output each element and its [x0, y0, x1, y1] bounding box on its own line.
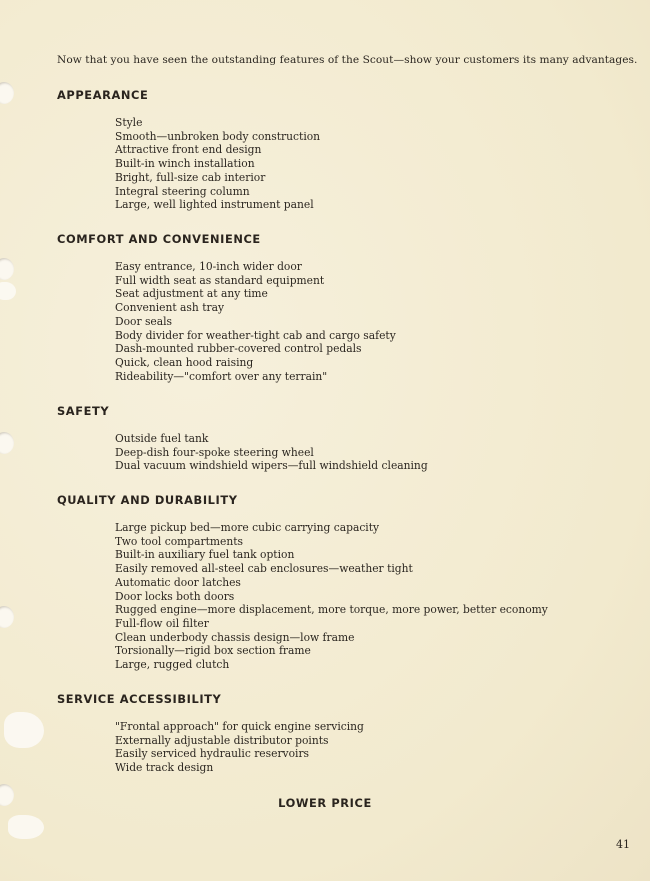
list-item: Large, rugged clutch: [115, 658, 230, 672]
list-item: Seat adjustment at any time: [115, 287, 268, 301]
binder-hole: [0, 82, 14, 104]
list-item: Large, well lighted instrument panel: [115, 198, 314, 212]
intro-text: Now that you have seen the outstanding features of the Scout—show your customers its many advantages.: [57, 54, 638, 66]
list-item: Wide track design: [115, 761, 214, 775]
paper-tear: [4, 712, 44, 748]
list-item: Large pickup bed—more cubic carrying capacity: [115, 521, 380, 534]
list-item: Full width seat as standard equipment: [115, 273, 325, 287]
list-item: Built-in winch installation: [115, 157, 255, 171]
page-number: 41: [616, 838, 630, 851]
appearance-list: [115, 116, 320, 212]
list-item: Easily removed all-steel cab enclosures—weather tight: [115, 562, 413, 576]
binder-hole: [0, 432, 14, 454]
list-item: Externally adjustable distributor points: [115, 733, 329, 747]
list-item: Easy entrance, 10-inch wider door: [115, 260, 302, 273]
paper-tear: [0, 282, 16, 300]
binder-hole: [0, 606, 14, 628]
section-heading-quality: QUALITY AND DURABILITY: [57, 493, 238, 507]
service-list: [115, 720, 364, 775]
paper-tear: [8, 815, 44, 839]
list-item: Outside fuel tank: [115, 432, 209, 445]
list-item: Smooth—unbroken body construction: [115, 129, 321, 143]
list-item: Full-flow oil filter: [115, 616, 209, 630]
list-item: Convenient ash tray: [115, 301, 225, 315]
section-heading-safety: SAFETY: [57, 404, 110, 418]
list-item: Style: [115, 116, 143, 129]
list-item: Body divider for weather-tight cab and cargo safety: [115, 328, 396, 342]
list-item: Dual vacuum windshield wipers—full windshield cleaning: [115, 459, 428, 473]
list-item: Dash-mounted rubber-covered control pedals: [115, 342, 362, 356]
list-item: Bright, full-size cab interior: [115, 170, 266, 184]
list-item: Quick, clean hood raising: [115, 355, 254, 369]
section-heading-comfort: COMFORT AND CONVENIENCE: [57, 232, 261, 246]
section-heading-appearance: APPEARANCE: [57, 88, 149, 102]
list-item: Attractive front end design: [115, 143, 262, 157]
list-item: Door locks both doors: [115, 589, 235, 603]
list-item: Automatic door latches: [115, 575, 241, 589]
quality-list: [115, 521, 548, 672]
list-item: Torsionally—rigid box section frame: [115, 644, 311, 658]
closing-heading: LOWER PRICE: [278, 796, 372, 810]
list-item: Easily serviced hydraulic reservoirs: [115, 747, 310, 761]
safety-list: [115, 432, 428, 473]
list-item: Door seals: [115, 314, 173, 328]
list-item: Rugged engine—more displacement, more torque, more power, better economy: [115, 603, 548, 617]
list-item: Built-in auxiliary fuel tank option: [115, 548, 295, 562]
list-item: Two tool compartments: [115, 534, 243, 548]
list-item: "Frontal approach" for quick engine servicing: [115, 720, 364, 733]
section-heading-service: SERVICE ACCESSIBILITY: [57, 692, 222, 706]
list-item: Deep-dish four-spoke steering wheel: [115, 445, 314, 459]
list-item: Integral steering column: [115, 184, 250, 198]
list-item: Rideability—"comfort over any terrain": [115, 369, 328, 383]
list-item: Clean underbody chassis design—low frame: [115, 630, 355, 644]
binder-hole: [0, 258, 14, 280]
comfort-list: [115, 260, 396, 383]
